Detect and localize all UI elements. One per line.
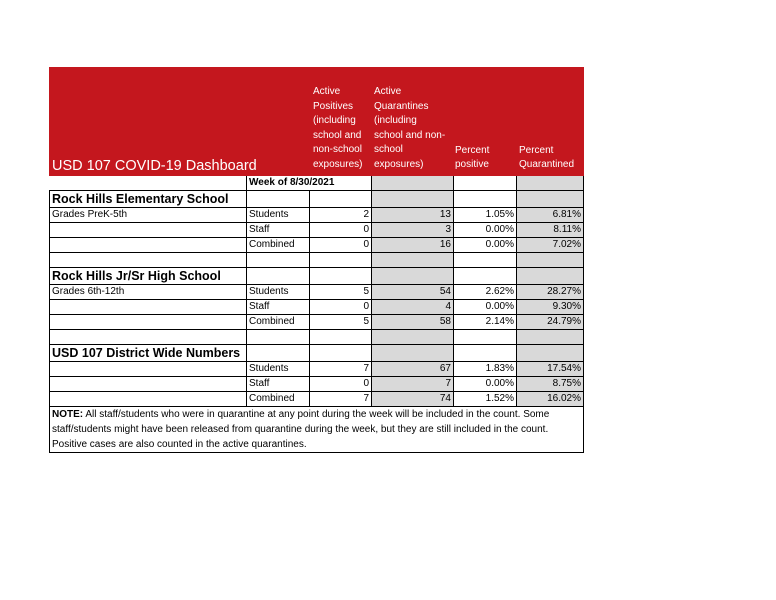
- active-positives-value: 5: [310, 285, 372, 300]
- group-label: Combined: [247, 392, 310, 407]
- active-quarantines-value: 3: [372, 223, 454, 238]
- grade-range: [49, 362, 247, 377]
- table-row: [49, 238, 584, 253]
- col-header-active-positives: Active Positives (including school and non-school exposures): [313, 86, 363, 170]
- col-header-percent-quarantined: Percent Quarantined: [519, 144, 575, 171]
- table-row: [49, 392, 584, 407]
- active-positives-value: 0: [310, 300, 372, 315]
- percent-quarantined-value: 24.79%: [517, 315, 584, 330]
- active-quarantines-value: 13: [372, 208, 454, 223]
- percent-quarantined-value: 7.02%: [517, 238, 584, 253]
- percent-positive-value: 0.00%: [454, 238, 517, 253]
- percent-quarantined-value: 28.27%: [517, 285, 584, 300]
- percent-quarantined-value: 8.75%: [517, 377, 584, 392]
- percent-quarantined-value: 17.54%: [517, 362, 584, 377]
- percent-quarantined-value: 9.30%: [517, 300, 584, 315]
- percent-positive-value: 1.05%: [454, 208, 517, 223]
- percent-positive-value: 0.00%: [454, 223, 517, 238]
- school-name-row: [49, 345, 584, 362]
- table-row: [49, 362, 584, 377]
- dashboard-title: USD 107 COVID-19 Dashboard: [52, 158, 257, 174]
- table-row: [49, 208, 584, 223]
- percent-positive-value: 2.14%: [454, 315, 517, 330]
- note-label: NOTE:: [52, 409, 84, 420]
- dashboard-sheet: [49, 67, 584, 453]
- percent-quarantined-value: 8.11%: [517, 223, 584, 238]
- school-name: Rock Hills Jr/Sr High School: [49, 268, 247, 285]
- note-body: All staff/students who were in quarantine at any point during the week will be included in the count. Some staff/students might have been released from quarantine during the week, but they are still included in the count. Positive cases are also counted in the active quarantines.: [52, 409, 550, 450]
- percent-positive-value: 2.62%: [454, 285, 517, 300]
- active-quarantines-value: 16: [372, 238, 454, 253]
- dashboard-header: [49, 67, 584, 176]
- note-text: [49, 407, 584, 453]
- percent-positive-value: 0.00%: [454, 377, 517, 392]
- school-name: USD 107 District Wide Numbers: [49, 345, 247, 362]
- active-positives-value: 5: [310, 315, 372, 330]
- school-name-row: [49, 268, 584, 285]
- week-row: [49, 176, 584, 191]
- group-label: Students: [247, 285, 310, 300]
- table-row: [49, 315, 584, 330]
- active-positives-value: 0: [310, 238, 372, 253]
- group-label: Combined: [247, 238, 310, 253]
- school-name: Rock Hills Elementary School: [49, 191, 247, 208]
- active-positives-value: 0: [310, 377, 372, 392]
- table-row: [49, 377, 584, 392]
- percent-positive-value: 1.83%: [454, 362, 517, 377]
- percent-positive-value: 0.00%: [454, 300, 517, 315]
- active-positives-value: 0: [310, 223, 372, 238]
- table-row: [49, 285, 584, 300]
- table-row: [49, 300, 584, 315]
- percent-quarantined-value: 6.81%: [517, 208, 584, 223]
- percent-positive-value: 1.52%: [454, 392, 517, 407]
- col-header-percent-positive: Percent positive: [455, 144, 490, 171]
- grade-range: Grades PreK-5th: [49, 208, 247, 223]
- active-quarantines-value: 7: [372, 377, 454, 392]
- spacer-row: [49, 330, 584, 345]
- school-name-row: [49, 191, 584, 208]
- active-quarantines-value: 58: [372, 315, 454, 330]
- group-label: Staff: [247, 300, 310, 315]
- table-row: [49, 223, 584, 238]
- group-label: Staff: [247, 223, 310, 238]
- group-label: Students: [247, 362, 310, 377]
- col-header-active-quarantines: Active Quarantines (including school and non- school exposures): [374, 86, 446, 170]
- grade-range: Grades 6th-12th: [49, 285, 247, 300]
- group-label: Combined: [247, 315, 310, 330]
- active-quarantines-value: 67: [372, 362, 454, 377]
- active-positives-value: 7: [310, 392, 372, 407]
- active-quarantines-value: 74: [372, 392, 454, 407]
- active-quarantines-value: 4: [372, 300, 454, 315]
- spacer-row: [49, 253, 584, 268]
- group-label: Students: [247, 208, 310, 223]
- week-label: Week of 8/30/2021: [247, 176, 310, 191]
- school-sections: [49, 191, 584, 407]
- active-quarantines-value: 54: [372, 285, 454, 300]
- dashboard-table: [49, 176, 584, 407]
- group-label: Staff: [247, 377, 310, 392]
- active-positives-value: 2: [310, 208, 372, 223]
- active-positives-value: 7: [310, 362, 372, 377]
- percent-quarantined-value: 16.02%: [517, 392, 584, 407]
